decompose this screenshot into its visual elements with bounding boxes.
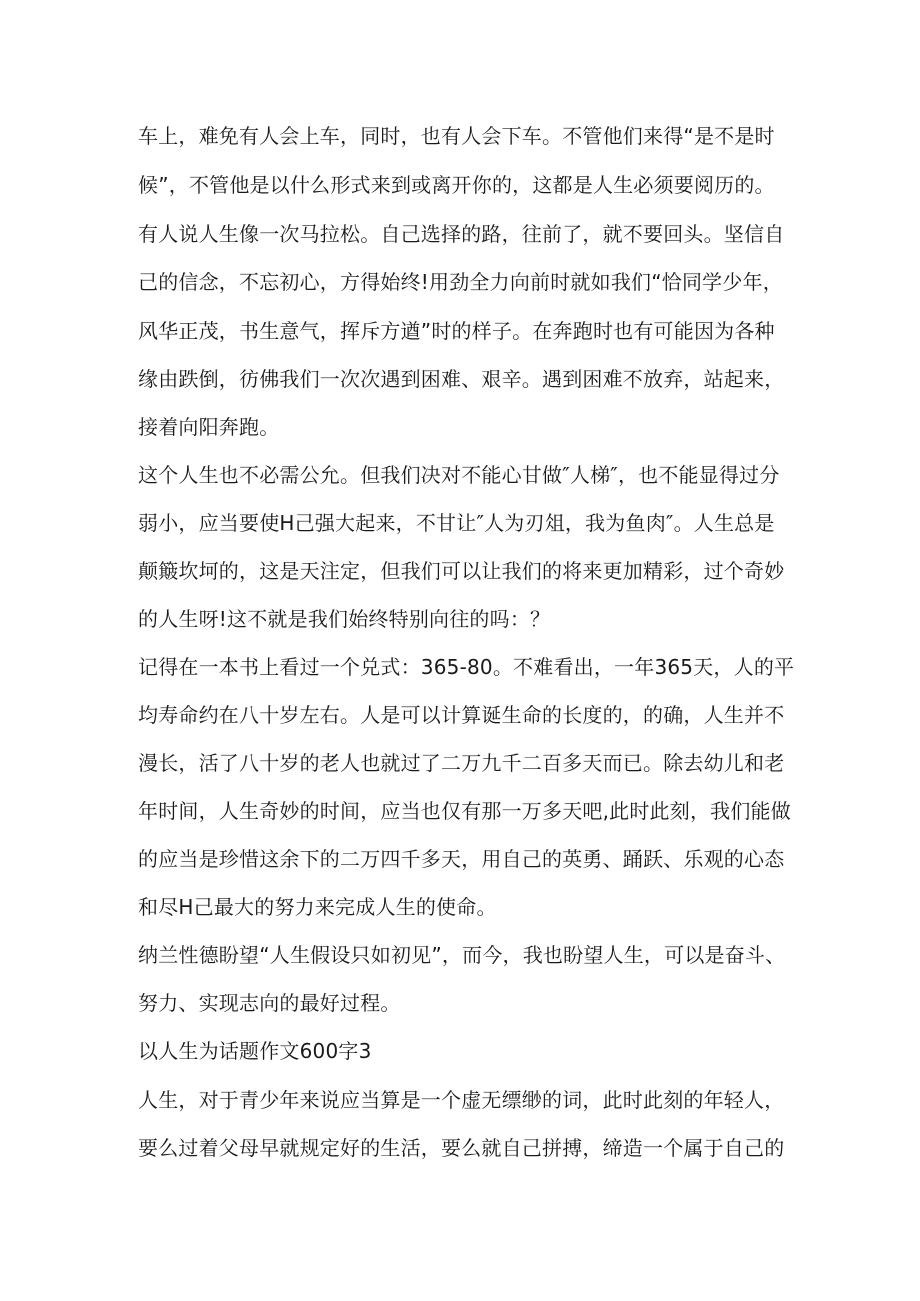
text-line: 接着向阳奔跑。 xyxy=(138,415,280,439)
text-line: 的人生呀!这不就是我们始终特别向往的吗：？ xyxy=(138,607,551,631)
text-line: 人生，对于青少年来说应当算是一个虚无缥缈的词，此时此刻的年轻人， xyxy=(138,1088,785,1112)
text-line: 风华正茂，书生意气，挥斥方遒”时的样子。在奔跑时也有可能因为各种 xyxy=(138,319,775,343)
text-line: 车上，难免有人会上车，同时，也有人会下车。不管他们来得“是不是时 xyxy=(138,124,775,148)
text-line: 和尽H己最大的努力来完成人生的使命。 xyxy=(138,895,497,919)
text-line: 这个人生也不必需公允。但我们决对不能心甘做″人梯″，也不能显得过分 xyxy=(138,463,780,487)
text-line: 的应当是珍惜这余下的二万四千多天，用自己的英勇、踊跃、乐观的心态 xyxy=(138,847,785,871)
text-line: 纳兰性德盼望“人生假设只如初见”，而今，我也盼望人生，可以是奋斗、 xyxy=(138,943,786,967)
text-line: 候”，不管他是以什么形式来到或离开你的，这都是人生必须要阅历的。 xyxy=(138,173,775,197)
text-line: 缘由跌倒，彷佛我们一次次遇到困难、艰辛。遇到困难不放弃，站起来， xyxy=(138,367,785,391)
text-line: 记得在一本书上看过一个兑式：365-80。不难看出，一年365天，人的平 xyxy=(138,655,795,679)
text-line: 要么过着父母早就规定好的生活，要么就自己拼搏，缔造一个属于自己的 xyxy=(138,1136,785,1160)
text-line: 有人说人生像一次马拉松。自己选择的路，往前了，就不要回头。坚信自 xyxy=(138,222,785,246)
text-line: 漫长，活了八十岁的老人也就过了二万九千二百多天而已。除去幼儿和老 xyxy=(138,751,785,775)
text-line: 己的信念，不忘初心，方得始终!用劲全力向前时就如我们“恰同学少年， xyxy=(138,270,783,294)
section-heading: 以人生为话题作文600字3 xyxy=(138,1039,372,1063)
text-line: 年时间，人生奇妙的时间，应当也仅有那一万多天吧,此时此刻，我们能做 xyxy=(138,799,791,823)
text-line: 努力、实现志向的最好过程。 xyxy=(138,991,401,1015)
text-line: 均寿命约在八十岁左右。人是可以计算诞生命的长度的，的确，人生并不 xyxy=(138,703,785,727)
text-line: 弱小，应当要使H己强大起来，不甘让″人为刃俎，我为鱼肉″。人生总是 xyxy=(138,511,775,535)
text-line: 颠簸坎坷的，这是天注定，但我们可以让我们的将来更加精彩，过个奇妙 xyxy=(138,559,785,583)
